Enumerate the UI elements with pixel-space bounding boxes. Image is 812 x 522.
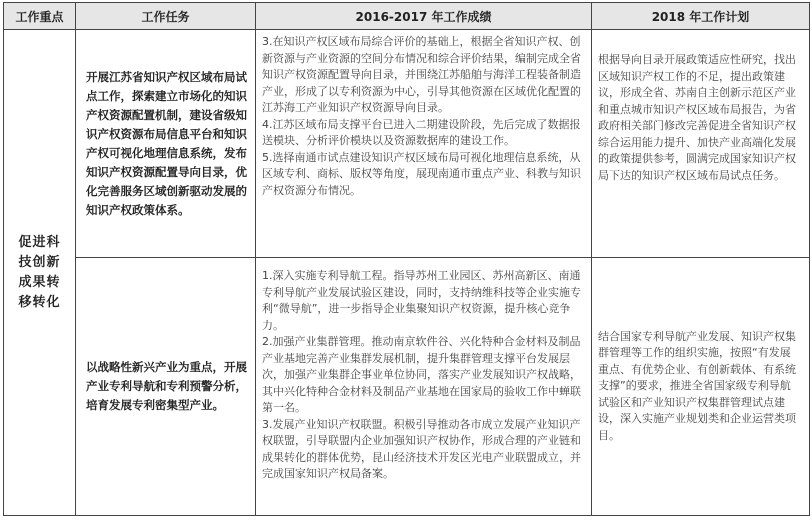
header-plan: 2018 年工作计划 <box>592 3 810 30</box>
focus-area-cell <box>4 30 76 516</box>
result-item: 3.在知识产权区域布局综合评价的基础上，根据全省知识产权、创新资源与产业资源的空间分布情况和综合评价结果，编制完成全省知识产权资源配置导向目录，并围绕江苏船舶与海洋工程装备制造产业，形成了以专利资源为中心，引导其他资源在区域优化配置的江苏海工产业知识产权资源导向目录。 <box>262 35 581 114</box>
plan-text: 根据导向目录开展政策适应性研究，找出区域知识产权工作的不足，提出政策建议，形成全省、苏南自主创新示范区产业和重点城市知识产权区域布局报告，为省政府相关部门修改完善促进全省知识产权综合运用能力提升、加快产业高端化发展的政策提供参考，圆满完成国家知识产权局下达的知识产权区域布局试点任务。 <box>598 53 796 182</box>
work-plan-table <box>3 2 810 516</box>
task-cell <box>76 258 256 516</box>
table-row <box>4 258 810 516</box>
result-item: 1.深入实施专利导航工程。指导苏州工业园区、苏州高新区、南通专利导航产业发展试验区建设，同时，支持纳维科技等企业实施专利“微导航”，进一步指导企业集聚知识产权资源，提升核心竞争力。 <box>262 269 581 332</box>
result-item: 4.江苏区域布局支撑平台已进入二期建设阶段，先后完成了数据报送模块、分析评价模块以及资源数据库的建设工作。 <box>262 117 581 147</box>
focus-area-text: 促进科技创新成果转移转化 <box>18 234 61 310</box>
results-cell <box>256 258 592 516</box>
result-item: 2.加强产业集群管理。推动南京软件谷、兴化特种合金材料及制品产业基地完善产业集群发展机制，提升集群管理支撑平台发展层次，加强产业集群企事业单位协同，落实产业发展知识产权战略，其中兴化特种合金材料及制品产业基地在国家局的验收工作中蝉联第一名。 <box>262 335 581 414</box>
plan-cell <box>592 30 810 258</box>
task-cell <box>76 30 256 258</box>
header-task: 工作任务 <box>76 3 256 30</box>
header-results: 2016-2017 年工作成绩 <box>256 3 592 30</box>
result-item: 5.选择南通市试点建设知识产权区域布局可视化地理信息系统，从区域专利、商标、版权等角度，展现南通市重点产业、科教与知识产权资源分布情况。 <box>262 150 581 197</box>
result-item: 3.发展产业知识产权联盟。积极引导推动各市成立发展产业知识产权联盟，引导联盟内企业加强知识产权协作，形成合理的产业链和成果转化的群体优势，昆山经济技术开发区光电产业联盟成立，并完成国家知识产权局备案。 <box>262 417 581 480</box>
task-text: 开展江苏省知识产权区域布局试点工作，探索建立市场化的知识产权资源配置机制，建设省级知识产权资源布局信息平台和知识产权可视化地理信息系统，发布知识产权资源配置导向目录，优化完善服务区域创新驱动发展的知识产权政策体系。 <box>86 69 247 217</box>
results-cell <box>256 30 592 258</box>
table-row <box>4 30 810 258</box>
header-focus: 工作重点 <box>4 3 76 30</box>
header-row <box>4 3 810 30</box>
task-text: 以战略性新兴产业为重点，开展产业专利导航和专利预警分析，培育发展专利密集型产业。 <box>86 360 247 412</box>
plan-text: 结合国家专利导航产业发展、知识产权集群管理等工作的组织实施，按照“有发展重点、有优势企业、有创新载体、有系统支撑”的要求，推进全省国家级专利导航试验区和产业知识产权集群管理试点建设，深入实施产业规划类和企业运营类项目。 <box>598 329 796 442</box>
plan-cell <box>592 258 810 516</box>
